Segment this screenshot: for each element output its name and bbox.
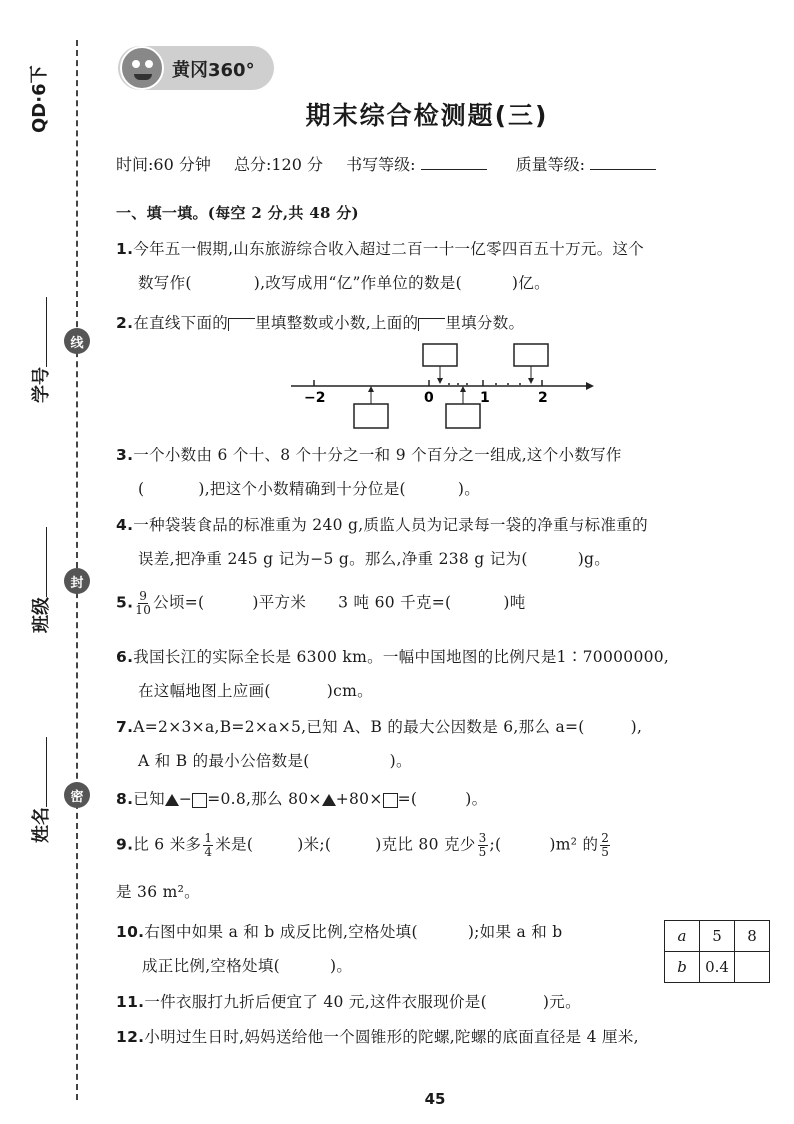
table-cell: a [665, 921, 700, 952]
brand-logo-icon [120, 46, 164, 90]
table-cell: 5 [700, 921, 735, 952]
field-class: 班级 [27, 513, 53, 633]
q3-line1: 3.一个小数由 6 个十、8 个十分之一和 9 个百分之一组成,这个小数写作 [116, 446, 622, 464]
brand-badge [118, 46, 274, 90]
section-heading: 一、填一填。(每空 2 分,共 48 分) [116, 204, 359, 222]
tick-label-0: 0 [424, 390, 434, 406]
score-label: 总分:120 分 [233, 155, 323, 174]
q10-line2: 成正比例,空格处填( )。 [142, 957, 353, 975]
ab-table [664, 920, 770, 983]
seal-seal-mark: 封 [64, 568, 90, 594]
field-name: 姓名 [27, 723, 53, 843]
page-number: 45 [424, 1090, 446, 1108]
table-cell: 0.4 [700, 952, 735, 983]
q10-line1: 10.右图中如果 a 和 b 成反比例,空格处填( );如果 a 和 b [116, 923, 563, 941]
q9-line2: 是 36 m²。 [116, 883, 200, 901]
number-line-figure [286, 340, 596, 440]
q4-line1: 4.一种袋装食品的标准重为 240 g,质监人员为记录每一袋的净重与标准重的 [116, 516, 648, 534]
q6-line2: 在这幅地图上应画( )cm。 [138, 682, 373, 700]
square-icon [192, 793, 207, 808]
table-cell: 8 [735, 921, 770, 952]
field-student-number: 学号 [27, 283, 53, 403]
q5-line: 5. $\frac{9}{10}$ 公顷=( )平方米 3 吨 60 千克=( )吨 [116, 589, 526, 617]
q1-line1: 1.今年五一假期,山东旅游综合收入超过二百一十一亿零四百五十万元。这个 [116, 240, 645, 258]
triangle-icon [322, 794, 336, 806]
tick-label-2: 2 [538, 390, 548, 406]
writing-grade-blank[interactable] [421, 169, 487, 170]
seal-line-mark: 线 [64, 328, 90, 354]
quality-grade-label: 质量等级: [515, 155, 586, 174]
q7-line2: A 和 B 的最小公倍数是( )。 [138, 752, 412, 770]
q7-line1: 7.A=2×3×a,B=2×a×5,已知 A、B 的最大公因数是 6,那么 a=( ), [116, 718, 643, 736]
q6-line1: 6.我国长江的实际全长是 6300 km。一幅中国地图的比例尺是1∶70000000, [116, 648, 670, 666]
table-cell-blank[interactable] [735, 952, 770, 983]
q4-line2: 误差,把净重 245 g 记为−5 g。那么,净重 238 g 记为( )g。 [138, 550, 611, 568]
q9-line1: 9.比 6 米多 $\frac{1}{4}$ 米是( )米;( )克比 80 克少 $\frac{3}{5}$ ;( )m² 的 $\frac{2}{5}$ [116, 831, 610, 859]
tick-label-neg2: −2 [304, 390, 326, 406]
seal-secret-mark: 密 [64, 782, 90, 808]
q1-line2: 数写作( ),改写成用“亿”作单位的数是( )亿。 [138, 274, 550, 292]
q8-line: 8.已知 − =0.8,那么 80× +80× =( )。 [116, 790, 488, 808]
brand-name: 黄冈360° [172, 60, 255, 81]
page-title: 期末综合检测题(三) [305, 101, 549, 130]
q12-line1: 12.小明过生日时,妈妈送给他一个圆锥形的陀螺,陀螺的底面直径是 4 厘米, [116, 1028, 639, 1046]
table-cell: b [665, 952, 700, 983]
square-icon [383, 793, 398, 808]
tick-label-1: 1 [480, 390, 490, 406]
table-row [665, 921, 770, 952]
q3-line2: ( ),把这个小数精确到十分位是( )。 [138, 480, 481, 498]
q11-line: 11.一件衣服打九折后便宜了 40 元,这件衣服现价是( )元。 [116, 993, 581, 1011]
time-label: 时间:60 分钟 [116, 155, 211, 174]
series-label: QD·6下 [29, 65, 50, 133]
quality-grade-blank[interactable] [590, 169, 656, 170]
q2-line: 2.在直线下面的 里填整数或小数,上面的 里填分数。 [116, 314, 525, 332]
exam-info [116, 152, 656, 175]
writing-grade-label: 书写等级: [346, 155, 416, 174]
table-row [665, 952, 770, 983]
triangle-icon [165, 794, 179, 806]
